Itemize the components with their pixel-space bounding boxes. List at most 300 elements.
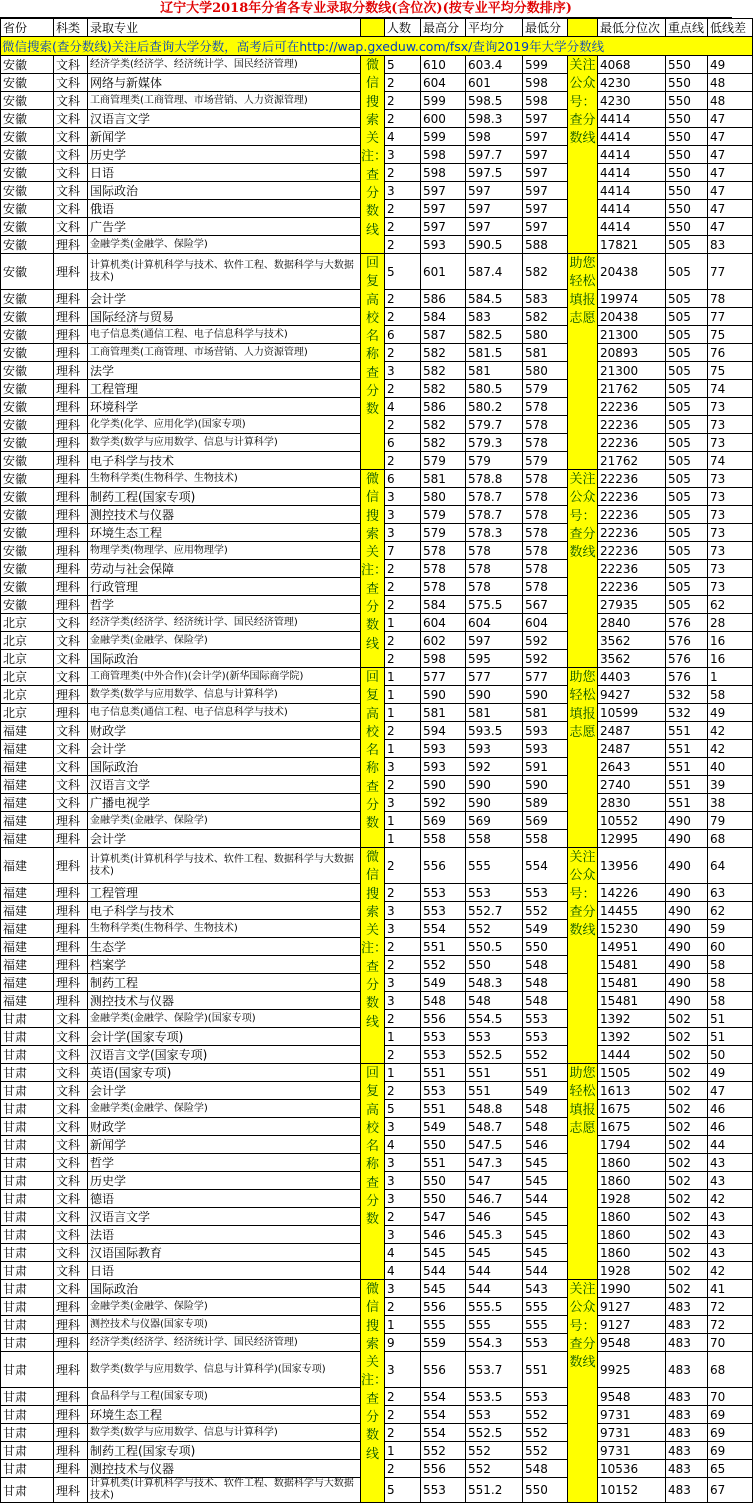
cell-avg: 587.4 bbox=[466, 254, 523, 290]
cell-rank: 13956 bbox=[598, 848, 666, 884]
cell-key-line: 550 bbox=[666, 74, 708, 92]
cell-diff: 47 bbox=[708, 182, 753, 200]
header-key: 重点线 bbox=[666, 19, 708, 37]
cell-major: 计算机类(计算机科学与技术、软件工程、数据科学与大数据技术) bbox=[88, 1478, 361, 1503]
cell-avg: 552 bbox=[466, 1460, 523, 1478]
cell-count: 1 bbox=[385, 740, 421, 758]
cell-major: 数学类(数学与应用数学、信息与计算科学) bbox=[88, 434, 361, 452]
cell-diff: 46 bbox=[708, 1118, 753, 1136]
side-promo-left: 微信搜索关注：查分数线 bbox=[361, 848, 385, 1064]
cell-min: 579 bbox=[523, 452, 568, 470]
cell-max: 556 bbox=[421, 848, 466, 884]
cell-rank: 4414 bbox=[598, 182, 666, 200]
cell-key-line: 490 bbox=[666, 938, 708, 956]
cell-key-line: 505 bbox=[666, 560, 708, 578]
cell-diff: 73 bbox=[708, 488, 753, 506]
cell-key-line: 502 bbox=[666, 1118, 708, 1136]
cell-major: 工程管理 bbox=[88, 884, 361, 902]
cell-major: 食品科学与工程(国家专项) bbox=[88, 1388, 361, 1406]
cell-min: 591 bbox=[523, 758, 568, 776]
cell-min: 597 bbox=[523, 182, 568, 200]
cell-rank: 9127 bbox=[598, 1298, 666, 1316]
cell-province: 福建 bbox=[1, 938, 54, 956]
cell-diff: 43 bbox=[708, 1244, 753, 1262]
cell-province: 安徽 bbox=[1, 308, 54, 326]
cell-major: 环境生态工程 bbox=[88, 1406, 361, 1424]
cell-key-line: 502 bbox=[666, 1244, 708, 1262]
cell-rank: 9127 bbox=[598, 1316, 666, 1334]
cell-province: 福建 bbox=[1, 794, 54, 812]
cell-max: 559 bbox=[421, 1334, 466, 1352]
cell-diff: 62 bbox=[708, 902, 753, 920]
score-table bbox=[0, 18, 753, 1503]
cell-min: 578 bbox=[523, 560, 568, 578]
cell-avg: 579 bbox=[466, 452, 523, 470]
cell-avg: 590 bbox=[466, 794, 523, 812]
table-row bbox=[1, 56, 753, 74]
cell-rank: 3562 bbox=[598, 650, 666, 668]
cell-province: 安徽 bbox=[1, 596, 54, 614]
cell-count: 1 bbox=[385, 1316, 421, 1334]
cell-key-line: 505 bbox=[666, 434, 708, 452]
cell-rank: 4414 bbox=[598, 110, 666, 128]
cell-max: 550 bbox=[421, 1172, 466, 1190]
cell-key-line: 483 bbox=[666, 1406, 708, 1424]
cell-rank: 2840 bbox=[598, 614, 666, 632]
cell-rank: 4414 bbox=[598, 218, 666, 236]
cell-max: 555 bbox=[421, 1316, 466, 1334]
cell-avg: 578.7 bbox=[466, 488, 523, 506]
cell-key-line: 502 bbox=[666, 1262, 708, 1280]
cell-avg: 548.3 bbox=[466, 974, 523, 992]
cell-category: 文科 bbox=[54, 1010, 88, 1028]
cell-province: 福建 bbox=[1, 902, 54, 920]
cell-rank: 19974 bbox=[598, 290, 666, 308]
cell-category: 文科 bbox=[54, 1262, 88, 1280]
cell-diff: 73 bbox=[708, 506, 753, 524]
cell-count: 2 bbox=[385, 938, 421, 956]
cell-province: 甘肃 bbox=[1, 1478, 54, 1503]
cell-count: 2 bbox=[385, 848, 421, 884]
cell-key-line: 502 bbox=[666, 1226, 708, 1244]
cell-major: 数学类(数学与应用数学、信息与计算科学)(国家专项) bbox=[88, 1352, 361, 1388]
cell-key-line: 576 bbox=[666, 668, 708, 686]
cell-avg: 548 bbox=[466, 992, 523, 1010]
cell-max: 597 bbox=[421, 200, 466, 218]
cell-major: 金融学类(金融学、保险学) bbox=[88, 236, 361, 254]
cell-category: 文科 bbox=[54, 218, 88, 236]
cell-rank: 22236 bbox=[598, 398, 666, 416]
cell-major: 电子科学与技术 bbox=[88, 452, 361, 470]
cell-category: 文科 bbox=[54, 1190, 88, 1208]
cell-key-line: 505 bbox=[666, 362, 708, 380]
cell-category: 文科 bbox=[54, 1118, 88, 1136]
cell-key-line: 505 bbox=[666, 380, 708, 398]
cell-max: 597 bbox=[421, 182, 466, 200]
cell-diff: 73 bbox=[708, 524, 753, 542]
cell-max: 578 bbox=[421, 560, 466, 578]
cell-avg: 558 bbox=[466, 830, 523, 848]
cell-max: 553 bbox=[421, 1028, 466, 1046]
cell-avg: 598.5 bbox=[466, 92, 523, 110]
cell-min: 578 bbox=[523, 488, 568, 506]
cell-diff: 42 bbox=[708, 740, 753, 758]
cell-max: 594 bbox=[421, 722, 466, 740]
cell-count: 2 bbox=[385, 1046, 421, 1064]
cell-max: 593 bbox=[421, 236, 466, 254]
cell-avg: 555 bbox=[466, 1316, 523, 1334]
cell-min: 589 bbox=[523, 794, 568, 812]
cell-max: 579 bbox=[421, 452, 466, 470]
cell-max: 544 bbox=[421, 1262, 466, 1280]
cell-min: 545 bbox=[523, 1172, 568, 1190]
cell-key-line: 505 bbox=[666, 308, 708, 326]
cell-min: 548 bbox=[523, 1460, 568, 1478]
cell-key-line: 550 bbox=[666, 164, 708, 182]
cell-key-line: 550 bbox=[666, 146, 708, 164]
cell-category: 文科 bbox=[54, 1280, 88, 1298]
cell-province: 甘肃 bbox=[1, 1424, 54, 1442]
cell-key-line: 505 bbox=[666, 344, 708, 362]
cell-province: 甘肃 bbox=[1, 1352, 54, 1388]
cell-category: 文科 bbox=[54, 1064, 88, 1082]
cell-key-line: 490 bbox=[666, 902, 708, 920]
cell-avg: 547 bbox=[466, 1172, 523, 1190]
cell-min: 552 bbox=[523, 1046, 568, 1064]
cell-avg: 575.5 bbox=[466, 596, 523, 614]
cell-province: 安徽 bbox=[1, 110, 54, 128]
cell-province: 北京 bbox=[1, 668, 54, 686]
cell-max: 549 bbox=[421, 974, 466, 992]
cell-key-line: 505 bbox=[666, 470, 708, 488]
cell-diff: 46 bbox=[708, 1100, 753, 1118]
cell-min: 604 bbox=[523, 614, 568, 632]
cell-avg: 590 bbox=[466, 776, 523, 794]
cell-max: 582 bbox=[421, 434, 466, 452]
cell-major: 会计学 bbox=[88, 1082, 361, 1100]
cell-category: 理科 bbox=[54, 830, 88, 848]
cell-diff: 74 bbox=[708, 452, 753, 470]
cell-max: 553 bbox=[421, 1046, 466, 1064]
cell-major: 环境科学 bbox=[88, 398, 361, 416]
cell-major: 国际政治 bbox=[88, 182, 361, 200]
cell-max: 551 bbox=[421, 938, 466, 956]
page-title: 辽宁大学2018年分省各专业录取分数线(含位次)(按专业平均分数排序) bbox=[0, 0, 732, 18]
header-category: 科类 bbox=[54, 19, 88, 37]
cell-avg: 581.5 bbox=[466, 344, 523, 362]
cell-category: 理科 bbox=[54, 956, 88, 974]
cell-max: 599 bbox=[421, 92, 466, 110]
cell-max: 586 bbox=[421, 398, 466, 416]
cell-avg: 552 bbox=[466, 920, 523, 938]
cell-province: 甘肃 bbox=[1, 1442, 54, 1460]
cell-avg: 590 bbox=[466, 686, 523, 704]
side-promo-left: 回复高校名称查分数 bbox=[361, 1064, 385, 1280]
cell-diff: 73 bbox=[708, 560, 753, 578]
cell-min: 553 bbox=[523, 1010, 568, 1028]
cell-province: 甘肃 bbox=[1, 1010, 54, 1028]
cell-category: 理科 bbox=[54, 902, 88, 920]
cell-diff: 73 bbox=[708, 542, 753, 560]
cell-count: 7 bbox=[385, 542, 421, 560]
cell-max: 593 bbox=[421, 758, 466, 776]
cell-province: 福建 bbox=[1, 848, 54, 884]
header-count: 人数 bbox=[385, 19, 421, 37]
cell-max: 579 bbox=[421, 506, 466, 524]
cell-diff: 43 bbox=[708, 1172, 753, 1190]
header-side2 bbox=[568, 19, 598, 37]
cell-min: 578 bbox=[523, 542, 568, 560]
cell-key-line: 490 bbox=[666, 992, 708, 1010]
cell-max: 584 bbox=[421, 596, 466, 614]
cell-count: 2 bbox=[385, 290, 421, 308]
cell-key-line: 502 bbox=[666, 1064, 708, 1082]
side-promo-right: 关注公众号：查分数线 bbox=[568, 1280, 598, 1503]
cell-province: 甘肃 bbox=[1, 1298, 54, 1316]
cell-province: 甘肃 bbox=[1, 1028, 54, 1046]
cell-avg: 598.3 bbox=[466, 110, 523, 128]
cell-category: 文科 bbox=[54, 146, 88, 164]
cell-avg: 581 bbox=[466, 362, 523, 380]
cell-avg: 597 bbox=[466, 632, 523, 650]
cell-diff: 49 bbox=[708, 1064, 753, 1082]
cell-rank: 1613 bbox=[598, 1082, 666, 1100]
cell-diff: 58 bbox=[708, 686, 753, 704]
cell-min: 545 bbox=[523, 1244, 568, 1262]
cell-province: 安徽 bbox=[1, 488, 54, 506]
cell-major: 英语(国家专项) bbox=[88, 1064, 361, 1082]
cell-major: 汉语言文学 bbox=[88, 110, 361, 128]
cell-rank: 9731 bbox=[598, 1424, 666, 1442]
cell-count: 3 bbox=[385, 1118, 421, 1136]
cell-rank: 1392 bbox=[598, 1028, 666, 1046]
header-major: 录取专业 bbox=[88, 19, 361, 37]
cell-diff: 16 bbox=[708, 632, 753, 650]
cell-max: 581 bbox=[421, 704, 466, 722]
side-promo-right: 关注公众号：查分数线 bbox=[568, 470, 598, 668]
cell-max: 554 bbox=[421, 1406, 466, 1424]
cell-major: 金融学类(金融学、保险学) bbox=[88, 1298, 361, 1316]
cell-category: 文科 bbox=[54, 1154, 88, 1172]
cell-min: 548 bbox=[523, 992, 568, 1010]
cell-key-line: 576 bbox=[666, 650, 708, 668]
cell-province: 甘肃 bbox=[1, 1460, 54, 1478]
cell-diff: 70 bbox=[708, 1388, 753, 1406]
cell-province: 安徽 bbox=[1, 164, 54, 182]
cell-key-line: 576 bbox=[666, 614, 708, 632]
cell-diff: 68 bbox=[708, 1352, 753, 1388]
cell-max: 590 bbox=[421, 686, 466, 704]
cell-province: 福建 bbox=[1, 758, 54, 776]
cell-min: 580 bbox=[523, 326, 568, 344]
cell-province: 安徽 bbox=[1, 470, 54, 488]
cell-category: 理科 bbox=[54, 380, 88, 398]
cell-max: 549 bbox=[421, 1118, 466, 1136]
cell-diff: 78 bbox=[708, 290, 753, 308]
cell-diff: 1 bbox=[708, 668, 753, 686]
cell-count: 1 bbox=[385, 830, 421, 848]
cell-province: 甘肃 bbox=[1, 1046, 54, 1064]
cell-category: 文科 bbox=[54, 1046, 88, 1064]
cell-min: 546 bbox=[523, 1136, 568, 1154]
cell-major: 国际政治 bbox=[88, 650, 361, 668]
cell-major: 历史学 bbox=[88, 146, 361, 164]
cell-province: 福建 bbox=[1, 920, 54, 938]
cell-max: 547 bbox=[421, 1208, 466, 1226]
cell-major: 金融学类(金融学、保险学) bbox=[88, 1100, 361, 1118]
cell-avg: 597.7 bbox=[466, 146, 523, 164]
cell-max: 610 bbox=[421, 56, 466, 74]
cell-category: 理科 bbox=[54, 506, 88, 524]
cell-key-line: 490 bbox=[666, 974, 708, 992]
cell-avg: 584.5 bbox=[466, 290, 523, 308]
cell-diff: 75 bbox=[708, 326, 753, 344]
cell-category: 理科 bbox=[54, 1442, 88, 1460]
cell-diff: 73 bbox=[708, 416, 753, 434]
cell-min: 583 bbox=[523, 290, 568, 308]
cell-min: 545 bbox=[523, 1154, 568, 1172]
cell-min: 580 bbox=[523, 362, 568, 380]
cell-count: 2 bbox=[385, 1082, 421, 1100]
cell-max: 553 bbox=[421, 1082, 466, 1100]
cell-rank: 1444 bbox=[598, 1046, 666, 1064]
cell-diff: 60 bbox=[708, 938, 753, 956]
cell-category: 理科 bbox=[54, 236, 88, 254]
cell-min: 581 bbox=[523, 344, 568, 362]
cell-province: 甘肃 bbox=[1, 1316, 54, 1334]
cell-key-line: 502 bbox=[666, 1172, 708, 1190]
cell-min: 548 bbox=[523, 1118, 568, 1136]
cell-min: 590 bbox=[523, 776, 568, 794]
cell-avg: 546.7 bbox=[466, 1190, 523, 1208]
cell-count: 3 bbox=[385, 902, 421, 920]
cell-rank: 22236 bbox=[598, 560, 666, 578]
cell-rank: 21300 bbox=[598, 326, 666, 344]
cell-diff: 69 bbox=[708, 1424, 753, 1442]
cell-max: 599 bbox=[421, 128, 466, 146]
cell-diff: 69 bbox=[708, 1442, 753, 1460]
cell-avg: 578.7 bbox=[466, 506, 523, 524]
cell-count: 6 bbox=[385, 326, 421, 344]
cell-key-line: 483 bbox=[666, 1316, 708, 1334]
cell-category: 理科 bbox=[54, 596, 88, 614]
cell-category: 理科 bbox=[54, 938, 88, 956]
side-promo-right: 关注公众号：查分数线 bbox=[568, 56, 598, 254]
cell-max: 552 bbox=[421, 956, 466, 974]
cell-rank: 27935 bbox=[598, 596, 666, 614]
cell-major: 会计学(国家专项) bbox=[88, 1028, 361, 1046]
cell-province: 安徽 bbox=[1, 326, 54, 344]
cell-major: 财政学 bbox=[88, 722, 361, 740]
cell-max: 554 bbox=[421, 1388, 466, 1406]
cell-key-line: 490 bbox=[666, 884, 708, 902]
cell-province: 甘肃 bbox=[1, 1136, 54, 1154]
cell-avg: 553.5 bbox=[466, 1388, 523, 1406]
cell-rank: 22236 bbox=[598, 416, 666, 434]
cell-province: 福建 bbox=[1, 992, 54, 1010]
cell-major: 工商管理类(工商管理、市场营销、人力资源管理) bbox=[88, 344, 361, 362]
cell-min: 549 bbox=[523, 920, 568, 938]
cell-avg: 555 bbox=[466, 848, 523, 884]
cell-major: 物理学类(物理学、应用物理学) bbox=[88, 542, 361, 560]
cell-category: 理科 bbox=[54, 488, 88, 506]
cell-count: 2 bbox=[385, 722, 421, 740]
cell-key-line: 505 bbox=[666, 578, 708, 596]
cell-avg: 548.7 bbox=[466, 1118, 523, 1136]
cell-max: 593 bbox=[421, 740, 466, 758]
cell-diff: 63 bbox=[708, 884, 753, 902]
cell-key-line: 550 bbox=[666, 92, 708, 110]
cell-province: 安徽 bbox=[1, 74, 54, 92]
cell-min: 582 bbox=[523, 254, 568, 290]
cell-category: 理科 bbox=[54, 1352, 88, 1388]
cell-max: 551 bbox=[421, 1154, 466, 1172]
cell-min: 597 bbox=[523, 218, 568, 236]
cell-key-line: 490 bbox=[666, 920, 708, 938]
cell-min: 578 bbox=[523, 506, 568, 524]
cell-avg: 547.5 bbox=[466, 1136, 523, 1154]
cell-province: 北京 bbox=[1, 650, 54, 668]
cell-major: 测控技术与仪器(国家专项) bbox=[88, 1316, 361, 1334]
cell-max: 592 bbox=[421, 794, 466, 812]
cell-rank: 1928 bbox=[598, 1262, 666, 1280]
cell-count: 1 bbox=[385, 812, 421, 830]
cell-major: 电子信息类(通信工程、电子信息科学与技术) bbox=[88, 326, 361, 344]
cell-category: 文科 bbox=[54, 614, 88, 632]
cell-avg: 582.5 bbox=[466, 326, 523, 344]
cell-diff: 47 bbox=[708, 200, 753, 218]
cell-key-line: 502 bbox=[666, 1208, 708, 1226]
cell-rank: 9731 bbox=[598, 1442, 666, 1460]
cell-category: 文科 bbox=[54, 92, 88, 110]
cell-max: 582 bbox=[421, 380, 466, 398]
cell-avg: 592 bbox=[466, 758, 523, 776]
cell-key-line: 502 bbox=[666, 1136, 708, 1154]
cell-count: 4 bbox=[385, 128, 421, 146]
cell-category: 文科 bbox=[54, 722, 88, 740]
cell-key-line: 502 bbox=[666, 1154, 708, 1172]
cell-province: 福建 bbox=[1, 830, 54, 848]
cell-rank: 20438 bbox=[598, 308, 666, 326]
cell-rank: 12995 bbox=[598, 830, 666, 848]
cell-max: 577 bbox=[421, 668, 466, 686]
notice-text: 微信搜索(查分数线)关注后查询大学分数，高考后可在http://wap.gxeduw.com/fsx/查询2019年大学分数线 bbox=[1, 37, 753, 56]
cell-min: 593 bbox=[523, 722, 568, 740]
cell-key-line: 550 bbox=[666, 128, 708, 146]
cell-category: 理科 bbox=[54, 704, 88, 722]
cell-category: 文科 bbox=[54, 1226, 88, 1244]
cell-category: 理科 bbox=[54, 452, 88, 470]
header-avg: 平均分 bbox=[466, 19, 523, 37]
cell-major: 制药工程(国家专项) bbox=[88, 488, 361, 506]
cell-min: 569 bbox=[523, 812, 568, 830]
cell-rank: 1860 bbox=[598, 1172, 666, 1190]
cell-key-line: 483 bbox=[666, 1424, 708, 1442]
cell-min: 548 bbox=[523, 974, 568, 992]
cell-max: 581 bbox=[421, 470, 466, 488]
cell-province: 安徽 bbox=[1, 380, 54, 398]
cell-major: 测控技术与仪器 bbox=[88, 1460, 361, 1478]
cell-min: 578 bbox=[523, 578, 568, 596]
cell-category: 理科 bbox=[54, 290, 88, 308]
cell-rank: 1794 bbox=[598, 1136, 666, 1154]
cell-major: 金融学类(金融学、保险学)(国家专项) bbox=[88, 1010, 361, 1028]
cell-count: 2 bbox=[385, 308, 421, 326]
cell-category: 文科 bbox=[54, 182, 88, 200]
cell-major: 生物科学类(生物科学、生物技术) bbox=[88, 470, 361, 488]
cell-max: 558 bbox=[421, 830, 466, 848]
side-promo-right: 助您轻松填报志愿 bbox=[568, 668, 598, 848]
